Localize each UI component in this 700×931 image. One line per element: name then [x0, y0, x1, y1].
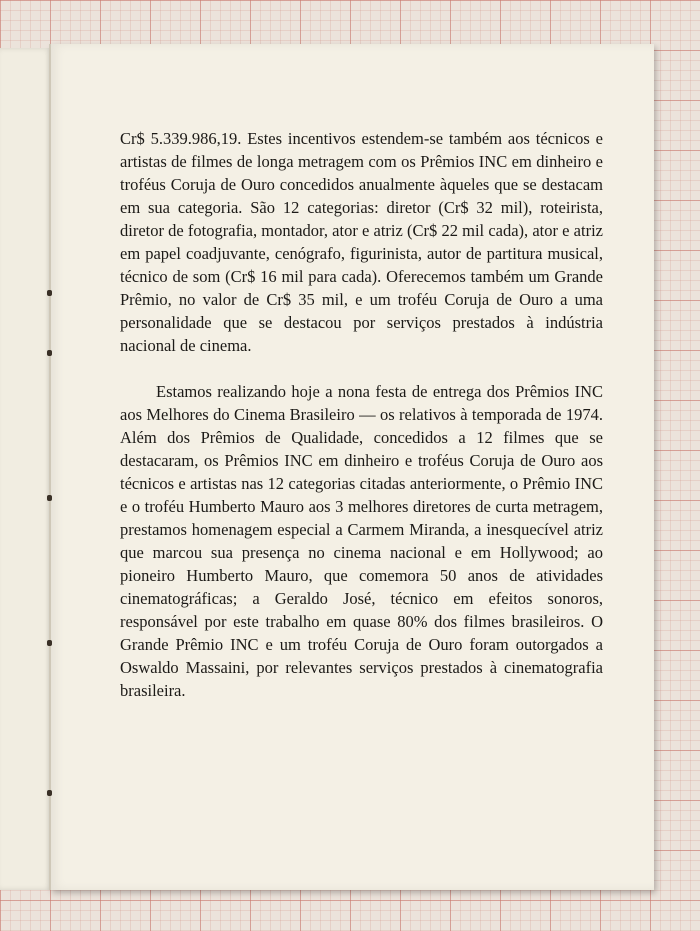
binding-stitch [47, 790, 52, 796]
paragraph-prize-categories: Cr$ 5.339.986,19. Estes incentivos estendem-se também aos técnicos e artistas de filmes de longa metragem com os Prêmios INC em dinheiro e troféus Coruja de Ouro concedidos anualmente àqueles que se destacam em sua categoria. São 12 categorias: diretor (Cr$ 32 mil), roteirista, diretor de fotografia, montador, ator e atriz (Cr$ 22 mil cada), ator e atriz em papel coadjuvante, cenógrafo, figurinista, autor de partitura musical, técnico de som (Cr$ 16 mil para cada). Oferecemos também um Grande Prêmio, no valor de Cr$ 35 mil, e um troféu Coruja de Ouro a uma personalidade que se destacou por serviços prestados à indústria nacional de cinema. [120, 129, 603, 355]
binding-stitch [47, 290, 52, 296]
binding-stitch [47, 350, 52, 356]
left-page-edge [0, 48, 52, 890]
page-body-text [120, 127, 603, 702]
booklet-spine [49, 44, 51, 890]
binding-stitch [47, 640, 52, 646]
paragraph-ceremony-honors: Estamos realizando hoje a nona festa de entrega dos Prêmios INC aos Melhores do Cinema Brasileiro — os relativos à temporada de 1974. Além dos Prêmios de Qualidade, concedidos a 12 filmes que se destacaram, os Prêmios INC em dinheiro e troféus Coruja de Ouro aos técnicos e artistas nas 12 categorias citadas anteriormente, o Prêmio INC e o troféu Humberto Mauro aos 3 melhores diretores de curta metragem, prestamos homenagem especial a Carmem Miranda, a inesquecível atriz que marcou sua presença no cinema nacional e em Hollywood; ao pioneiro Humberto Mauro, que comemora 50 anos de atividades cinematográficas; a Geraldo José, técnico em efeitos sonoros, responsável por este trabalho em quase 80% dos filmes brasileiros. O Grande Prêmio INC e um troféu Coruja de Ouro foram outorgados a Oswaldo Massaini, por relevantes serviços prestados à cinematografia brasileira. [120, 382, 603, 700]
binding-stitch [47, 495, 52, 501]
